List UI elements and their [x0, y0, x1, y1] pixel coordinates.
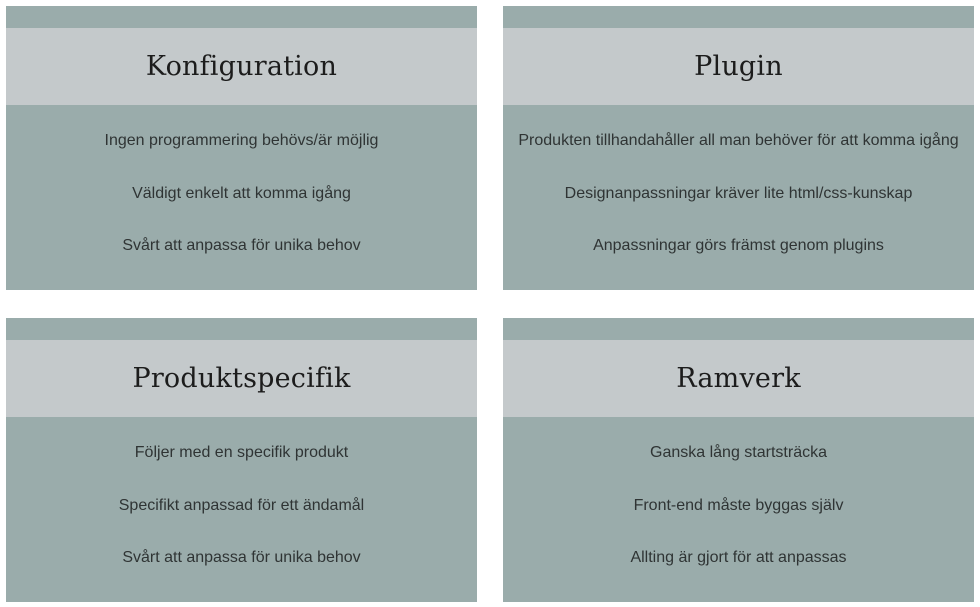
card-item-list	[503, 105, 974, 290]
card-header	[503, 340, 974, 417]
list-item: Designanpassningar kräver lite html/css-kunskap	[564, 185, 913, 202]
card-title: Plugin	[694, 51, 783, 82]
list-item: Anpassningar görs främst genom plugins	[593, 237, 884, 254]
card-konfiguration	[6, 6, 477, 290]
list-item: Följer med en specifik produkt	[134, 444, 349, 461]
card-item-list	[6, 417, 477, 602]
card-title: Konfiguration	[145, 51, 338, 82]
list-item: Allting är gjort för att anpassas	[630, 549, 847, 566]
list-item: Ganska lång startsträcka	[650, 444, 827, 461]
card-header	[503, 28, 974, 105]
card-item-list	[503, 417, 974, 602]
list-item: Svårt att anpassa för unika behov	[122, 549, 361, 566]
card-title: Produktspecifik	[132, 363, 351, 394]
card-title: Ramverk	[676, 363, 801, 394]
card-ramverk	[503, 318, 974, 602]
card-item-list	[6, 105, 477, 290]
list-item: Svårt att anpassa för unika behov	[122, 237, 361, 254]
list-item: Väldigt enkelt att komma igång	[132, 185, 351, 202]
list-item: Specifikt anpassad för ett ändamål	[118, 497, 365, 514]
card-produktspecifik	[6, 318, 477, 602]
list-item: Produkten tillhandahåller all man behöver för att komma igång	[518, 132, 959, 149]
card-header	[6, 28, 477, 105]
list-item: Ingen programmering behövs/är möjlig	[104, 132, 379, 149]
card-plugin	[503, 6, 974, 290]
list-item: Front-end måste byggas själv	[633, 497, 844, 514]
card-header	[6, 340, 477, 417]
